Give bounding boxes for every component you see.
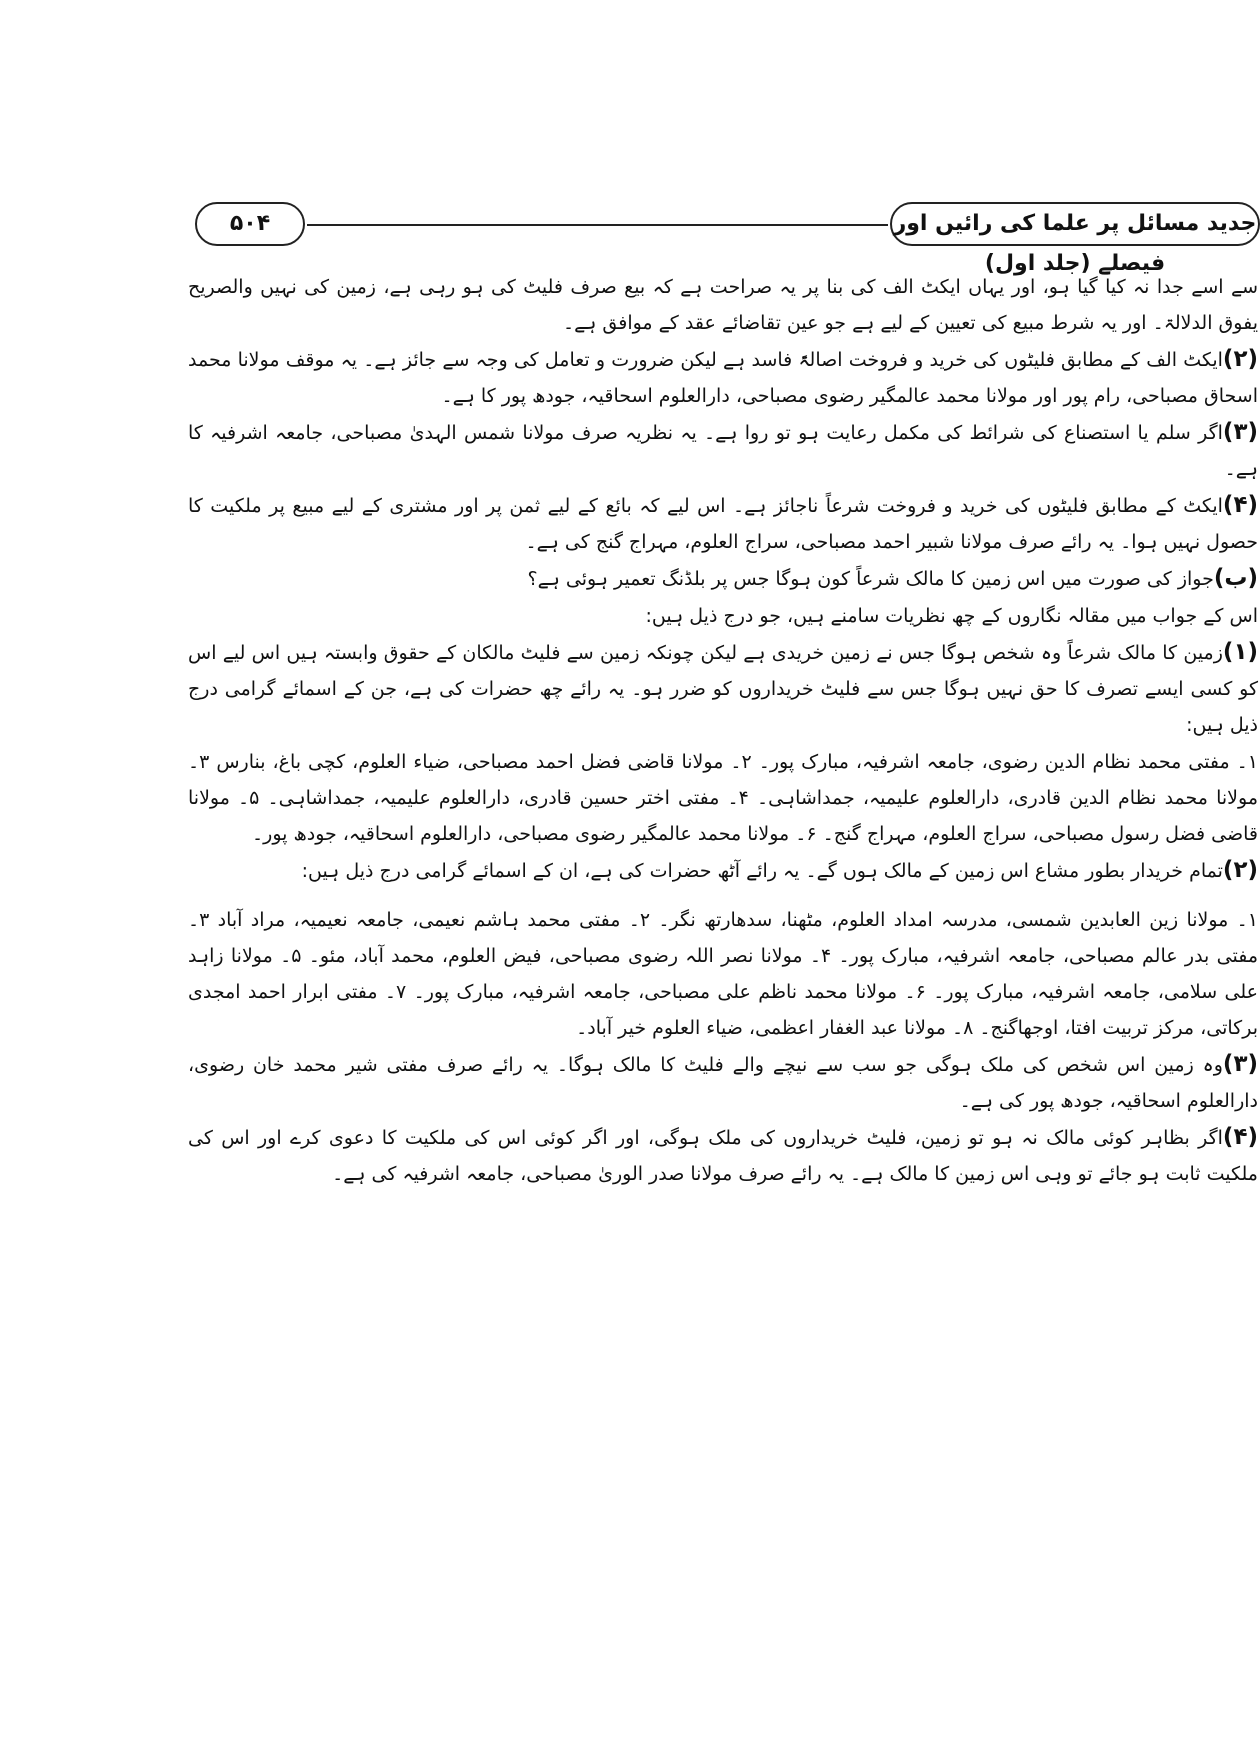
page-header — [195, 200, 1260, 276]
paragraph: (ب)جواز کی صورت میں اس زمین کا مالک شرعاً کون ہوگا جس پر بلڈنگ تعمیر ہوئی ہے؟ — [527, 565, 1258, 591]
body-text — [188, 268, 1258, 1192]
paragraph: (۴)اگر بظاہر کوئی مالک نہ ہو تو زمین، فلیٹ خریداروں کی ملک ہوگی، اور اگر کوئی اس کی ملکیت کا دعوی کرے اور اس کی ملکیت ثابت ہو جائے تو وہی اس زمین کا مالک ہے۔ یہ رائے صرف مولانا صدر الوریٰ مصباحی، جامعہ اشرفیہ کی ہے۔ — [188, 1124, 1258, 1185]
paragraph: (۲)ایکٹ الف کے مطابق فلیٹوں کی خرید و فروخت اصالۃً فاسد ہے لیکن ضرورت و تعامل کی وجہ سے جائز ہے۔ یہ موقف مولانا محمد اسحاق مصباحی، رام پور اور مولانا محمد عالمگیر رضوی مصباحی، دارالعلوم اسحاقیہ، جودھ پور کا ہے۔ — [188, 346, 1258, 407]
paragraph: سے اسے جدا نہ کیا گیا ہو، اور یہاں ایکٹ الف کی بنا پر یہ صراحت ہے کہ بیع صرف فلیٹ کی ہو رہی ہے، زمین کی نہیں والصریح یفوق الدلالۃ۔ اور یہ شرط مبیع کی تعیین کے لیے ہے جو عین تقاضائے عقد کے موافق ہے۔ — [188, 276, 1258, 334]
spacer — [188, 889, 1258, 901]
paragraph: (۱)زمین کا مالک شرعاً وہ شخص ہوگا جس نے زمین خریدی ہے لیکن چونکہ زمین سے فلیٹ مالکان کے حقوق وابستہ ہیں اس لیے اس کو کسی ایسے تصرف کا حق نہیں ہوگا جس سے فلیٹ خریداروں کو ضرر ہو۔ یہ رائے چھ حضرات کی ہے، جن کے اسمائے گرامی درج ذیل ہیں: — [188, 639, 1258, 736]
paragraph: اس کے جواب میں مقالہ نگاروں کے چھ نظریات سامنے ہیں، جو درج ذیل ہیں: — [645, 605, 1258, 627]
paragraph: (۳)وہ زمین اس شخص کی ملک ہوگی جو سب سے نیچے والے فلیٹ کا مالک ہوگا۔ یہ رائے صرف مفتی شیر محمد خان رضوی، دارالعلوم اسحاقیہ، جودھ پور کی ہے۔ — [188, 1051, 1258, 1112]
paragraph: (۳)اگر سلم یا استصناع کی شرائط کی مکمل رعایت ہو تو روا ہے۔ یہ نظریہ صرف مولانا شمس الہدیٰ مصباحی، جامعہ اشرفیہ کا ہے۔ — [188, 419, 1258, 480]
names-list: ۱۔ مولانا زین العابدین شمسی، مدرسہ امداد العلوم، مٹھنا، سدھارتھ نگر۔ ۲۔ مفتی محمد ہاشم نعیمی، جامعہ نعیمیہ، مراد آباد ۳۔ مفتی بدر عالم مصباحی، جامعہ اشرفیہ، مبارک پور۔ ۴۔ مولانا نصر اللہ رضوی مصباحی، فیض العلوم، محمد آباد، مئو۔ ۵۔ مولانا زاہد علی سلامی، جامعہ اشرفیہ، مبارک پور۔ ۶۔ مولانا محمد ناظم علی مصباحی، جامعہ اشرفیہ، مبارک پور۔ ۷۔ مفتی ابرار احمد امجدی برکاتی، مرکز تربیت افتا، اوجھاگنج۔ ۸۔ مولانا عبد الغفار اعظمی، ضیاء العلوم خیر آباد۔ — [188, 909, 1259, 1039]
header-rule — [307, 224, 888, 226]
names-list: ۱۔ مفتی محمد نظام الدین رضوی، جامعہ اشرفیہ، مبارک پور۔ ۲۔ مولانا قاضی فضل احمد مصباحی، ضیاء العلوم، کچی باغ، بنارس ۳۔ مولانا محمد نظام الدین قادری، دارالعلوم علیمیہ، جمداشاہی۔ ۴۔ مفتی اختر حسین قادری، دارالعلوم علیمیہ، جمداشاہی۔ ۵۔ مولانا قاضی فضل رسول مصباحی، سراج العلوم، مہراج گنج۔ ۶۔ مولانا محمد عالمگیر رضوی مصباحی، دارالعلوم اسحاقیہ، جودھ پور۔ — [188, 751, 1259, 845]
book-title: جدید مسائل پر علما کی رائیں اور فیصلے (جلد اول) — [890, 202, 1260, 246]
page-number: ۵۰۴ — [195, 202, 305, 246]
paragraph: (۲)تمام خریدار بطور مشاع اس زمین کے مالک ہوں گے۔ یہ رائے آٹھ حضرات کی ہے، ان کے اسمائے گرامی درج ذیل ہیں: — [301, 857, 1258, 883]
paragraph: (۴)ایکٹ کے مطابق فلیٹوں کی خرید و فروخت شرعاً ناجائز ہے۔ اس لیے کہ بائع کے لیے ثمن پر اور مشتری کے لیے مبیع پر ملکیت کا حصول نہیں ہوا۔ یہ رائے صرف مولانا شبیر احمد مصباحی، سراج العلوم، مہراج گنج کی ہے۔ — [188, 492, 1258, 553]
